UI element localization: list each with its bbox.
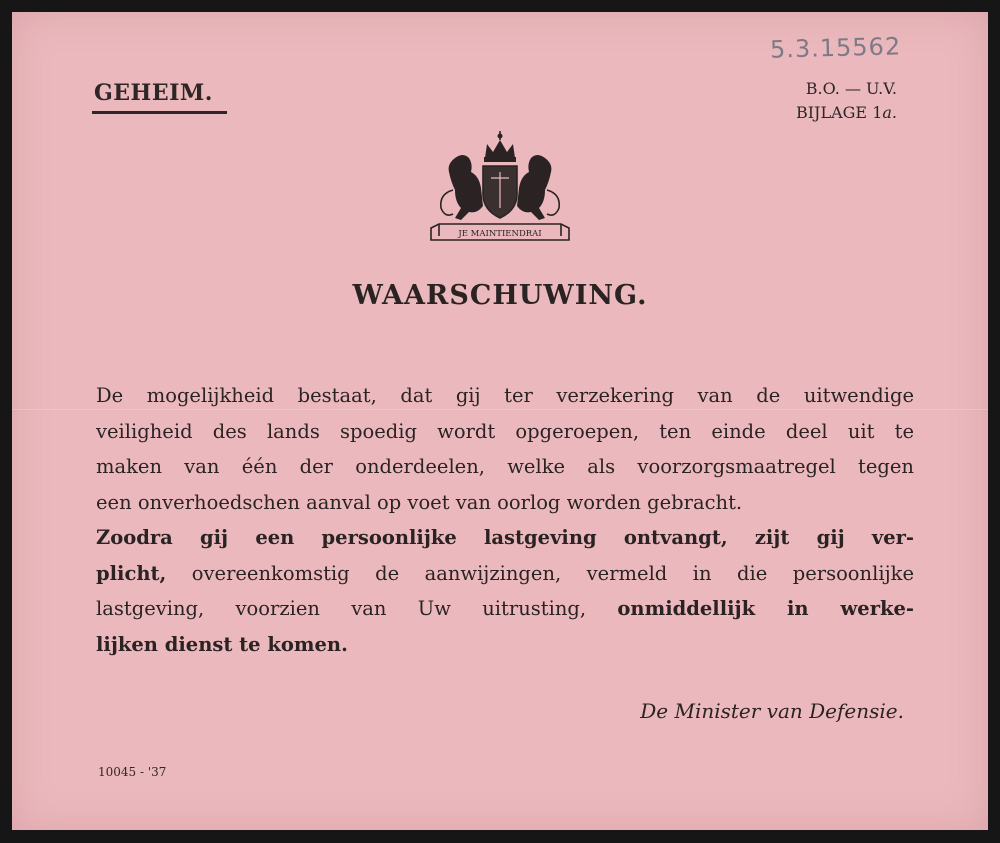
reference-line-2-suffix: a. xyxy=(882,103,897,122)
body-bold-text: plicht, xyxy=(96,561,167,585)
document-title: WAARSCHUWING. xyxy=(352,280,648,311)
reference-line-1: B.O. — U.V. xyxy=(805,79,897,98)
body-line xyxy=(96,378,914,414)
body-text-segment: veiligheid des lands spoedig wordt opgeroepen, ten einde deel uit te xyxy=(96,419,914,443)
body-line xyxy=(96,449,914,485)
body-bold-text: Zoodra gij een persoonlijke lastgeving ontvangt, zijt gij ver- xyxy=(96,526,914,549)
classification-label: GEHEIM. xyxy=(94,80,213,106)
body-bold-text: lijken dienst te komen. xyxy=(96,632,348,656)
body-line xyxy=(96,485,914,521)
signature-line: De Minister van Defensie. xyxy=(640,699,904,723)
classification-underline xyxy=(92,111,227,114)
handwritten-archive-number: 5.3.15562 xyxy=(769,32,902,64)
body-line xyxy=(96,627,914,663)
crest-motto: JE MAINTIENDRAI xyxy=(458,229,542,239)
reference-line-2-prefix: BIJLAGE 1 xyxy=(795,103,883,122)
body-bold-text: onmiddellijk in werke- xyxy=(617,597,914,620)
body-line xyxy=(96,520,914,556)
reference-line-2 xyxy=(796,101,897,125)
body-line xyxy=(96,556,914,592)
body-line xyxy=(96,414,914,450)
body-text-segment: maken van één der onderdeelen, welke als voorzorgsmaatregel tegen xyxy=(96,455,914,478)
warning-body-text xyxy=(96,378,914,662)
body-text-segment: lastgeving, voorzien van Uw uitrusting, xyxy=(96,597,618,620)
body-line xyxy=(96,591,914,627)
document-sheet xyxy=(12,12,988,830)
royal-coat-of-arms-icon xyxy=(425,128,575,243)
reference-block xyxy=(796,77,897,125)
print-code: 10045 - '37 xyxy=(98,765,167,779)
body-text-segment: overeenkomstig de aanwijzingen, vermeld in die persoonlijke xyxy=(166,561,914,585)
body-text-segment: een onverhoedschen aanval op voet van oorlog worden gebracht. xyxy=(96,490,743,514)
body-text-segment: De mogelijkheid bestaat, dat gij ter verzekering van de uitwendige xyxy=(96,384,914,407)
